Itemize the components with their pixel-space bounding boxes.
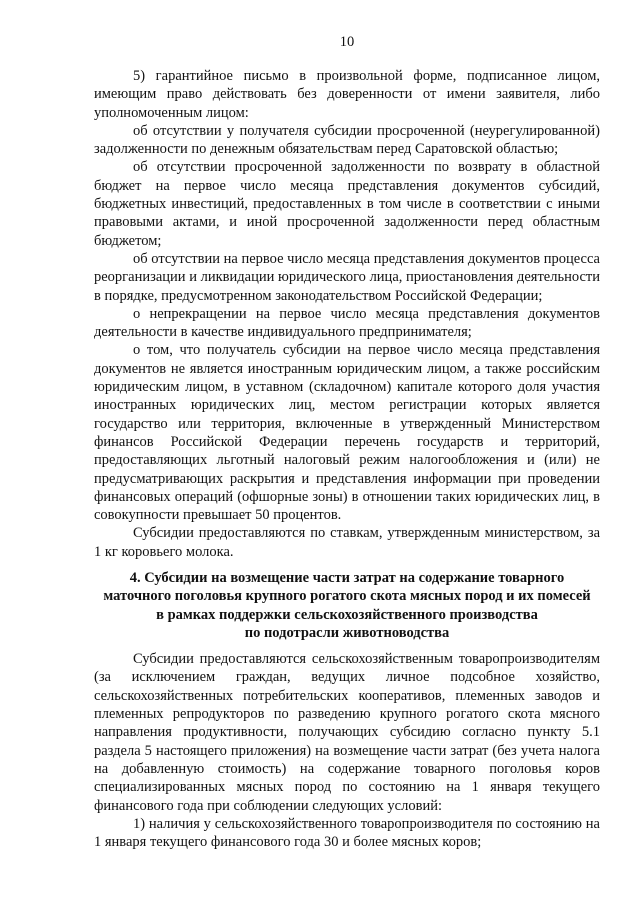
section-heading-line: маточного поголовья крупного рогатого скота мясных пород и их помесей — [103, 588, 591, 605]
section-heading — [94, 569, 600, 642]
section-heading-line: 4. Субсидии на возмещение части затрат на содержание товарного — [129, 570, 565, 586]
body-text — [94, 67, 600, 561]
paragraph-no-overdue-debt-region: об отсутствии у получателя субсидии просроченной (неурегулированной) задолженности по денежным обязательствам перед Саратовской областью; — [94, 122, 600, 158]
section-4 — [94, 569, 600, 851]
section-heading-line: по подотрасли животноводства — [244, 624, 450, 641]
paragraph-no-overdue-budget-debt: об отсутствии просроченной задолженности по возврату в областной бюджет на первое число месяца представления документов субсидий, бюджетных инвестиций, предоставленных в том числе в соответствии с иными правовыми актами, и иной просроченной задолженности перед областным бюджетом; — [94, 159, 600, 249]
paragraph-not-foreign-entity: о том, что получатель субсидии на первое число месяца представления документов не является иностранным юридическим лицом, а также российским юридическим лицом, в уставном (складочном) капитале которого доля участия иностранных юридических лиц, местом регистрации которых является государство или территория, включенные в утвержденный Министерством финансов Российской Федерации перечень государств и территорий, предоставляющих льготный налоговый режим налогообложения и (или) не предусматривающих раскрытия и представления информации при проведении финансовых операций (офшорные зоны) в отношении таких юридических лиц, в совокупности превышает 50 процентов. — [94, 342, 600, 524]
paragraph-subsidy-rates: Субсидии предоставляются по ставкам, утвержденным министерством, за 1 кг коровьего молока. — [94, 525, 600, 560]
page-number: 10 — [339, 34, 355, 50]
document-page — [94, 0, 600, 905]
paragraph-no-reorganization: об отсутствии на первое число месяца представления документов процесса реорганизации и ликвидации юридического лица, приостановления деятельности в порядке, предусмотренном законодательством Российской Федерации; — [94, 250, 600, 304]
section-body — [94, 650, 600, 851]
paragraph-guarantee-letter: 5) гарантийное письмо в произвольной форме, подписанное лицом, имеющим право действовать без доверенности от имени заявителя, либо уполномоченным лицом: — [94, 68, 600, 121]
paragraph-condition-1: 1) наличия у сельскохозяйственного товаропроизводителя по состоянию на 1 января текущего финансового года 30 и более мясных коров; — [94, 815, 600, 851]
paragraph-no-termination: о непрекращении на первое число месяца представления документов деятельности в качестве индивидуального предпринимателя; — [94, 305, 600, 341]
section-heading-line: в рамках поддержки сельскохозяйственного производства — [156, 606, 538, 623]
paragraph-subsidy-recipients: Субсидии предоставляются сельскохозяйственным товаропроизводителям (за исключением граждан, ведущих личное подсобное хозяйство, сельскохозяйственных потребительских кооперативов, племенных заводов и племенных репродукторов по разведению крупного рогатого скота мясного направления продуктивности, получающих субсидию согласно пункту 5.1 раздела 5 настоящего приложения) на возмещение части затрат (без учета налога на добавленную стоимость) на содержание товарного поголовья коров специализированных мясных пород по состоянию на 1 января текущего финансового года при соблюдении следующих условий: — [94, 651, 600, 814]
